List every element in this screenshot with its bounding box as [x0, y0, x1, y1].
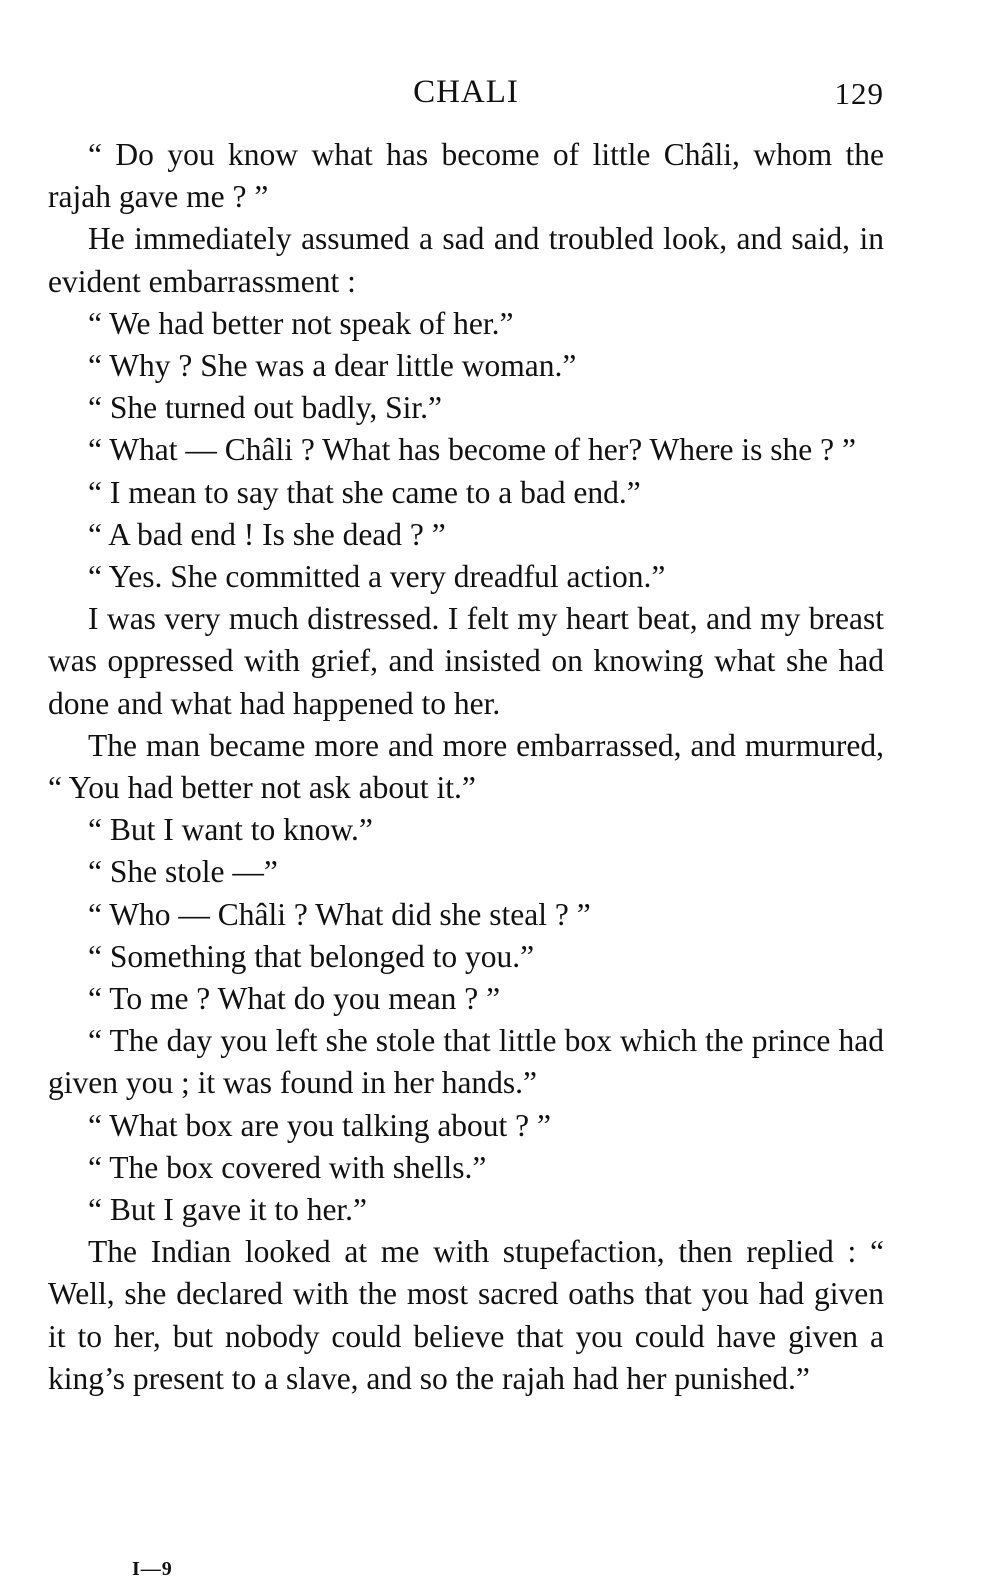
paragraph: “ Yes. She committed a very dreadful action.”	[88, 559, 666, 595]
page-header	[48, 68, 884, 124]
paragraph: “ But I gave it to her.”	[88, 1192, 368, 1228]
page-number: 129	[834, 76, 884, 111]
paragraph: “ What — Châli ? What has become of her? Where is she ? ”	[88, 432, 856, 468]
book-page	[48, 68, 884, 1568]
paragraph: “ To me ? What do you mean ? ”	[88, 981, 501, 1017]
paragraph: “ Something that belonged to you.”	[88, 938, 535, 974]
paragraph: “ She turned out badly, Sir.”	[88, 390, 443, 426]
paragraph: “ The day you left she stole that little box which the prince had given you ; it was found in her hands.”	[48, 1023, 884, 1101]
paragraph: “ The box covered with shells.”	[88, 1149, 487, 1185]
paragraph: “ Why ? She was a dear little woman.”	[88, 348, 577, 384]
paragraph: “ A bad end ! Is she dead ? ”	[88, 516, 446, 552]
paragraph: “ Do you know what has become of little Châli, whom the rajah gave me ? ”	[48, 137, 884, 215]
paragraph: “ Who — Châli ? What did she steal ? ”	[88, 896, 591, 932]
paragraph: “ She stole —”	[88, 854, 278, 890]
paragraph: I was very much distressed. I felt my heart beat, and my breast was oppressed with grief, and insisted on knowing what she had done and what had happened to her.	[48, 601, 884, 721]
paragraph: He immediately assumed a sad and troubled look, and said, in evident embarrassment :	[48, 221, 884, 299]
paragraph: The Indian looked at me with stupefaction, then replied : “ Well, she declared with the most sacred oaths that you had given it to her, but nobody could believe that you could have given a king’s present to a slave, and so the rajah had her punished.”	[48, 1234, 884, 1396]
paragraph: “ We had better not speak of her.”	[88, 305, 514, 341]
paragraph: “ What box are you talking about ? ”	[88, 1107, 552, 1143]
body-text	[48, 134, 884, 1400]
paragraph: “ But I want to know.”	[88, 812, 373, 848]
paragraph: “ I mean to say that she came to a bad end.”	[88, 474, 641, 510]
running-title: CHALI	[413, 74, 519, 110]
signature-mark: I—9	[132, 1558, 173, 1580]
paragraph: The man became more and more embarrassed, and murmured, “ You had better not ask about it.”	[48, 727, 884, 806]
